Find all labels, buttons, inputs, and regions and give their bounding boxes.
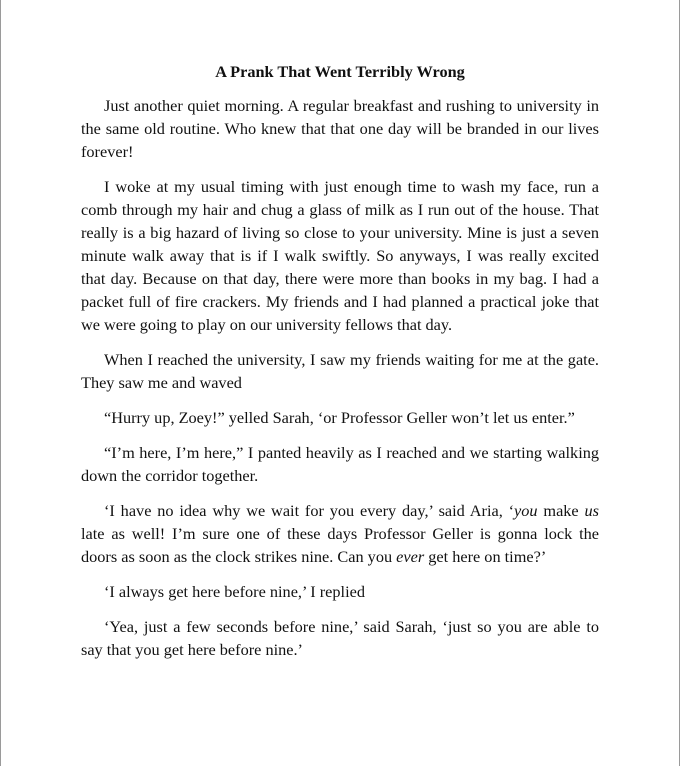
document-title: A Prank That Went Terribly Wrong	[215, 62, 465, 81]
text-run: “Hurry up, Zoey!” yelled Sarah, ‘or Professor Geller won’t let us enter.”	[104, 408, 575, 427]
text-run: “I’m here, I’m here,” I panted heavily as I reached and we starting walking down the corridor together.	[81, 443, 599, 485]
document-page	[81, 62, 599, 673]
story-paragraph	[81, 348, 599, 394]
emphasis-run: us	[584, 501, 599, 520]
text-run: When I reached the university, I saw my friends waiting for me at the gate. They saw me and waved	[81, 350, 599, 392]
story-paragraph	[81, 580, 599, 603]
text-run: ‘Yea, just a few seconds before nine,’ said Sarah, ‘just so you are able to say that you get here before nine.’	[81, 617, 599, 659]
text-run: late as well! I’m sure one of these days Professor Geller is gonna lock the doors as soon as the clock strikes nine. Can you	[81, 524, 599, 566]
text-run: ‘I always get here before nine,’ I replied	[104, 582, 365, 601]
story-paragraph	[81, 175, 599, 336]
emphasis-run: you	[514, 501, 538, 520]
emphasis-run: ever	[396, 547, 425, 566]
story-paragraph	[81, 406, 599, 429]
text-run: I woke at my usual timing with just enough time to wash my face, run a comb through my hair and chug a glass of milk as I run out of the house. That really is a big hazard of living so close to your university. Mine is just a seven minute walk away that is if I walk swiftly. So anyways, I was really excited that day. Because on that day, there were more than books in my bag. I had a packet full of fire crackers. My friends and I had planned a practical joke that we were going to play on our university fellows that day.	[81, 177, 599, 334]
text-run: Just another quiet morning. A regular breakfast and rushing to university in the same old routine. Who knew that that one day will be branded in our lives forever!	[81, 96, 599, 161]
text-run: make	[537, 501, 585, 520]
text-run: get here on time?’	[424, 547, 547, 566]
story-paragraph	[81, 441, 599, 487]
page-edge-left	[0, 0, 1, 766]
story-paragraph	[81, 94, 599, 163]
story-paragraph	[81, 499, 599, 568]
text-run: ‘I have no idea why we wait for you every day,’ said Aria, ‘	[104, 501, 515, 520]
story-paragraph	[81, 615, 599, 661]
